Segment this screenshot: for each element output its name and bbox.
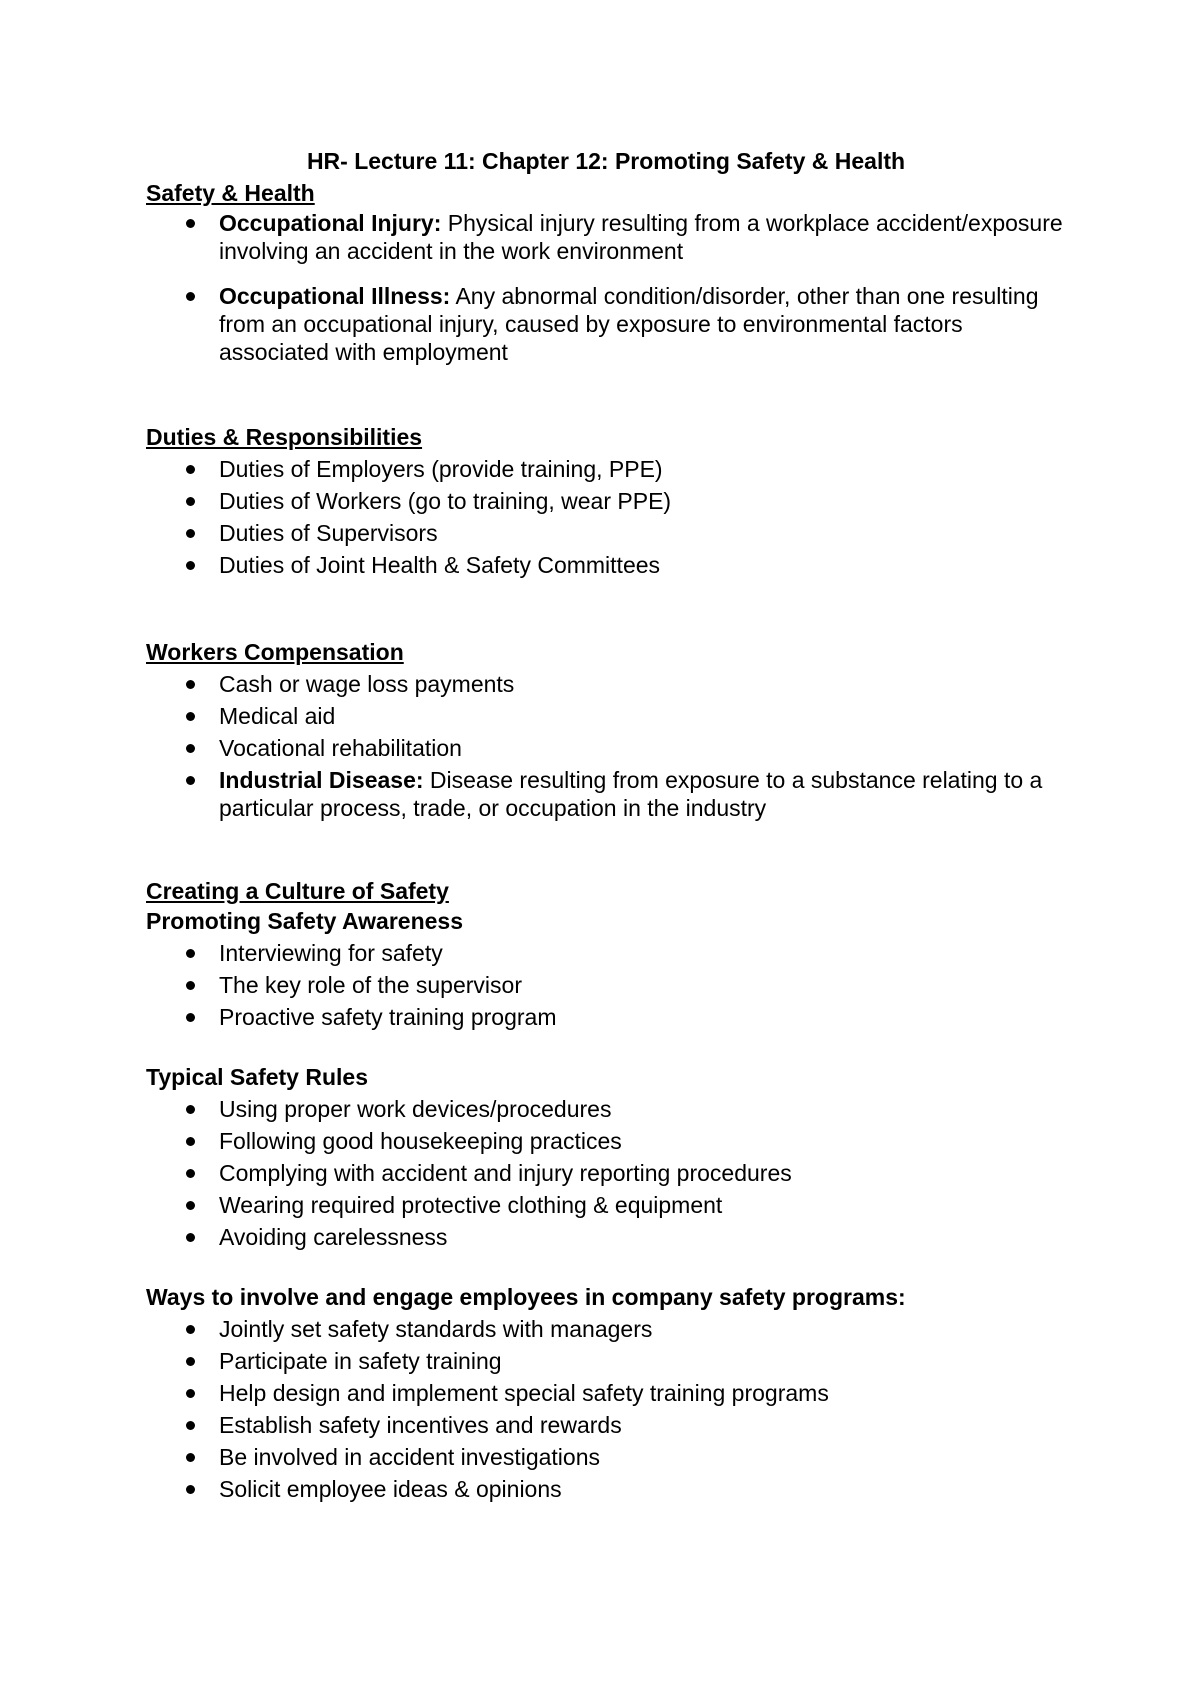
term-occupational-injury: Occupational Injury: [219, 210, 442, 236]
term-industrial-disease: Industrial Disease: [219, 767, 424, 793]
list-item [146, 1189, 1066, 1221]
list-item-text: Duties of Joint Health & Safety Committees [219, 552, 661, 578]
bullet-icon [186, 529, 195, 538]
list-item-text: Cash or wage loss payments [219, 671, 515, 697]
list-item-text: Interviewing for safety [219, 940, 443, 966]
list-item [146, 700, 1066, 732]
list-item [146, 1157, 1066, 1189]
list-item [146, 668, 1066, 700]
subheading-safety-awareness: Promoting Safety Awareness [146, 908, 463, 934]
bullet-icon [186, 981, 195, 990]
list-item-text: Duties of Employers (provide training, PPE) [219, 456, 663, 482]
bullet-icon [186, 1201, 195, 1210]
safety-health-list [146, 209, 1066, 265]
list-item [146, 485, 1066, 517]
heading-workers-compensation: Workers Compensation [146, 639, 404, 665]
bullet-icon [186, 1137, 195, 1146]
heading-duties: Duties & Responsibilities [146, 424, 423, 450]
list-item-text: Be involved in accident investigations [219, 1444, 601, 1470]
bullet-icon [186, 1233, 195, 1242]
heading-typical-safety-rules: Typical Safety Rules [146, 1064, 368, 1090]
list-item-text: Establish safety incentives and rewards [219, 1412, 622, 1438]
list-item-text: Complying with accident and injury reporting procedures [219, 1160, 792, 1186]
list-item [146, 1313, 1066, 1345]
bullet-icon [186, 1453, 195, 1462]
bullet-icon [186, 1485, 195, 1494]
list-item [146, 282, 1066, 366]
engage-list [146, 1313, 1066, 1505]
list-item-text: Proactive safety training program [219, 1004, 557, 1030]
list-item [146, 1125, 1066, 1157]
bullet-icon [186, 1325, 195, 1334]
safety-health-list-2 [146, 282, 1066, 366]
list-item [146, 1409, 1066, 1441]
list-item-text: Following good housekeeping practices [219, 1128, 622, 1154]
list-item-text: Jointly set safety standards with managers [219, 1316, 653, 1342]
bullet-icon [186, 712, 195, 721]
bullet-icon [186, 219, 195, 228]
list-item-text: Duties of Workers (go to training, wear PPE) [219, 488, 672, 514]
duties-list [146, 453, 1066, 581]
bullet-icon [186, 1357, 195, 1366]
list-item [146, 1093, 1066, 1125]
list-item [146, 969, 1066, 1001]
list-item [146, 549, 1066, 581]
bullet-icon [186, 1105, 195, 1114]
bullet-icon [186, 1421, 195, 1430]
bullet-icon [186, 1169, 195, 1178]
list-item-text: Help design and implement special safety training programs [219, 1380, 829, 1406]
list-item [146, 937, 1066, 969]
list-item [146, 732, 1066, 764]
list-item-text: Avoiding carelessness [219, 1224, 448, 1250]
bullet-icon [186, 776, 195, 785]
list-item [146, 1473, 1066, 1505]
definition-text: Physical injury resulting from a workplace accident/exposure involving an accident in the work environment [219, 210, 1063, 264]
list-item-text: The key role of the supervisor [219, 972, 522, 998]
list-item-text: Vocational rehabilitation [219, 735, 462, 761]
definition-text: Disease resulting from exposure to a substance relating to a particular process, trade, or occupation in the industry [219, 767, 1043, 821]
list-item-text: Wearing required protective clothing & equipment [219, 1192, 723, 1218]
document-title: HR- Lecture 11: Chapter 12: Promoting Safety & Health [306, 148, 906, 174]
workers-comp-list [146, 668, 1066, 822]
list-item [146, 1221, 1066, 1253]
list-item [146, 1441, 1066, 1473]
bullet-icon [186, 1389, 195, 1398]
list-item-text: Duties of Supervisors [219, 520, 438, 546]
bullet-icon [186, 465, 195, 474]
bullet-icon [186, 1013, 195, 1022]
bullet-icon [186, 561, 195, 570]
list-item [146, 453, 1066, 485]
heading-culture-of-safety: Creating a Culture of Safety [146, 878, 449, 904]
definition-text: Any abnormal condition/disorder, other than one resulting from an occupational injury, caused by exposure to environmental factors associated with employment [219, 283, 1039, 365]
list-item-text: Participate in safety training [219, 1348, 502, 1374]
list-item [146, 1345, 1066, 1377]
bullet-icon [186, 949, 195, 958]
bullet-icon [186, 744, 195, 753]
list-item [146, 1377, 1066, 1409]
list-item-text: Medical aid [219, 703, 336, 729]
bullet-icon [186, 292, 195, 301]
list-item-text: Solicit employee ideas & opinions [219, 1476, 562, 1502]
bullet-icon [186, 497, 195, 506]
list-item [146, 766, 1066, 822]
list-item [146, 517, 1066, 549]
term-occupational-illness: Occupational Illness: [219, 283, 451, 309]
list-item [146, 1001, 1066, 1033]
list-item-text: Using proper work devices/procedures [219, 1096, 612, 1122]
culture-list [146, 937, 1066, 1033]
document-page [146, 145, 1066, 1505]
heading-engage-employees: Ways to involve and engage employees in company safety programs: [146, 1284, 906, 1310]
rules-list [146, 1093, 1066, 1253]
heading-safety-health: Safety & Health [146, 180, 315, 206]
bullet-icon [186, 680, 195, 689]
list-item [146, 209, 1066, 265]
